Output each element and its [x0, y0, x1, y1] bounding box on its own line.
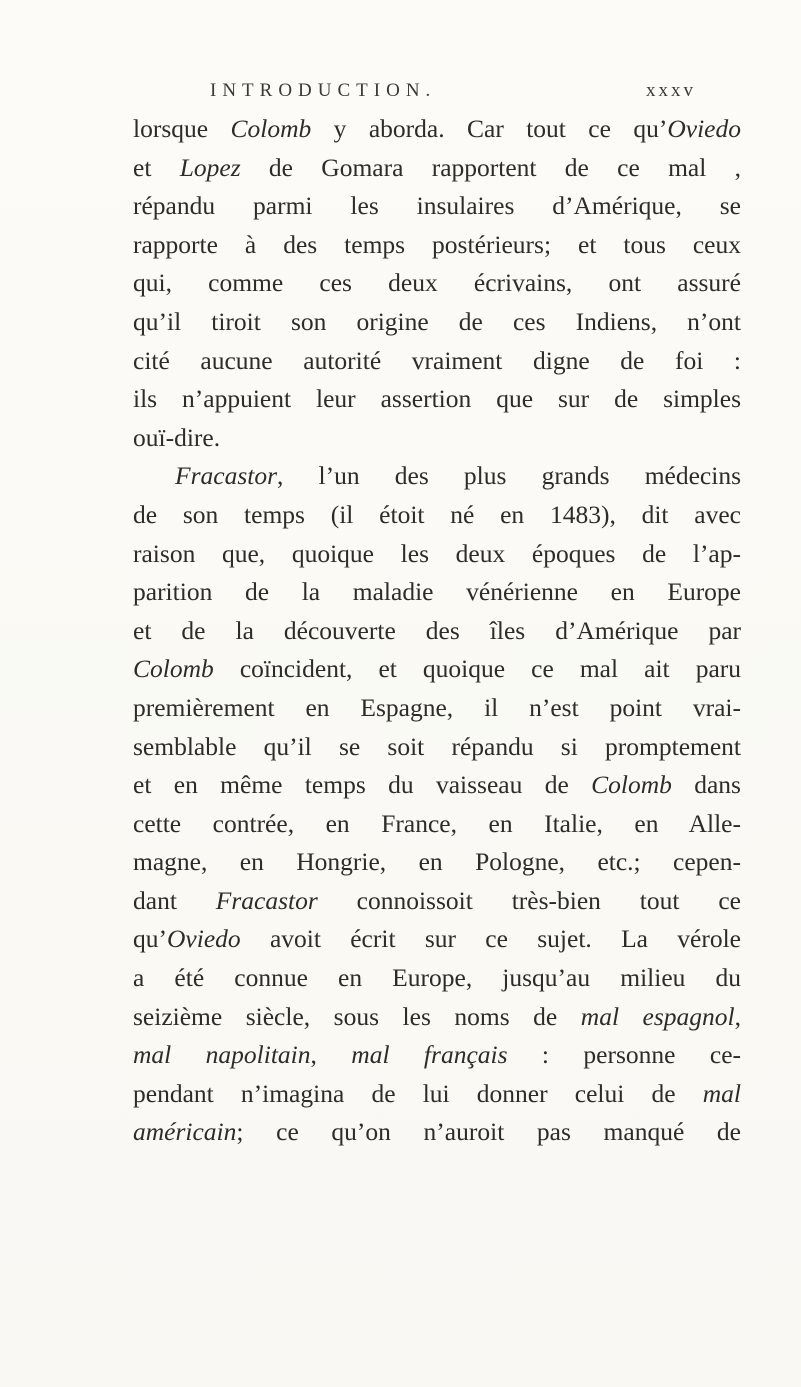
text-segment: ,	[734, 1001, 742, 1031]
text-segment: et de la découverte des îles d’Amérique par	[133, 615, 741, 645]
text-line	[133, 187, 741, 226]
text-line	[133, 380, 741, 419]
italic-segment: Lopez	[179, 152, 241, 182]
text-segment: dans	[671, 770, 741, 800]
italic-segment: Colomb	[230, 114, 312, 143]
text-line	[133, 882, 741, 921]
text-line	[133, 573, 741, 612]
page-number: xxxv	[646, 80, 696, 101]
italic-segment: Colomb	[133, 654, 214, 684]
text-segment: rapporte à des temps postérieurs; et tous ceux	[133, 229, 741, 259]
text-segment: parition de la maladie vénérienne en Europe	[133, 577, 741, 607]
text-line	[133, 959, 741, 998]
italic-segment: mal	[702, 1078, 741, 1108]
text-segment: seizième siècle, sous les noms de	[133, 1001, 581, 1031]
text-segment: qu’	[133, 924, 167, 954]
text-line	[133, 689, 741, 728]
text-segment: magne, en Hongrie, en Pologne, etc.; cepen-	[133, 847, 741, 877]
text-line	[133, 1113, 741, 1152]
text-segment: cette contrée, en France, en Italie, en Alle-	[133, 808, 741, 838]
text-segment: , l’un des plus grands médecins	[277, 461, 741, 491]
text-line	[133, 766, 741, 805]
text-line	[133, 728, 741, 767]
italic-segment: Colomb	[591, 770, 672, 800]
text-line	[133, 342, 741, 381]
text-segment: qui, comme ces deux écrivains, ont assuré	[133, 268, 741, 298]
italic-segment: américain	[133, 1117, 237, 1147]
text-segment: y aborda. Car tout ce qu’	[311, 114, 668, 143]
text-segment: raison que, quoique les deux époques de l’ap-	[133, 538, 741, 568]
text-line	[133, 535, 741, 574]
text-segment: avoit écrit sur ce sujet. La vérole	[240, 924, 741, 954]
text-segment: semblable qu’il se soit répandu si promptement	[133, 731, 741, 761]
text-line	[133, 149, 741, 188]
italic-segment: mal espagnol	[580, 1001, 735, 1031]
italic-segment: mal napolitain	[133, 1040, 311, 1070]
italic-segment: Oviedo	[167, 924, 241, 954]
text-segment: ,	[310, 1040, 352, 1070]
text-segment: dant	[133, 885, 216, 915]
text-line	[133, 920, 741, 959]
text-segment: et en même temps du vaisseau de	[133, 770, 592, 800]
text-segment: : personne ce-	[507, 1040, 742, 1070]
text-line	[133, 419, 741, 458]
running-title: INTRODUCTION.	[210, 80, 437, 101]
text-segment: lorsque	[133, 114, 231, 143]
text-line	[133, 843, 741, 882]
text-line	[133, 264, 741, 303]
text-segment: de son temps (il étoit né en 1483), dit avec	[133, 499, 741, 529]
text-segment: répandu parmi les insulaires d’Amérique, se	[133, 191, 741, 221]
text-segment: premièrement en Espagne, il n’est point vrai-	[133, 692, 741, 722]
text-line	[133, 1075, 741, 1114]
text-line	[133, 457, 741, 496]
text-line	[133, 650, 741, 689]
text-line	[133, 805, 741, 844]
text-segment: cité aucune autorité vraiment digne de foi :	[133, 345, 741, 375]
text-segment: qu’il tiroit son origine de ces Indiens, n’ont	[133, 306, 741, 336]
italic-segment: Oviedo	[667, 114, 741, 143]
italic-segment: Fracastor	[175, 461, 277, 491]
body-text	[133, 110, 741, 1152]
text-segment: ; ce qu’on n’auroit pas manqué de	[236, 1117, 741, 1147]
text-line	[133, 496, 741, 535]
text-segment: connoissoit très-bien tout ce	[317, 885, 741, 915]
text-line	[133, 110, 741, 149]
text-line	[133, 998, 741, 1037]
text-segment: a été connue en Europe, jusqu’au milieu du	[133, 963, 741, 993]
text-line	[133, 612, 741, 651]
text-segment: ouï-dire.	[133, 422, 221, 452]
text-segment: ils n’appuient leur assertion que sur de simples	[133, 384, 741, 414]
text-segment: de Gomara rapportent de ce mal ,	[240, 152, 741, 182]
italic-segment: mal français	[351, 1040, 508, 1070]
text-segment: pendant n’imagina de lui donner celui de	[133, 1078, 703, 1108]
text-segment: coïncident, et quoique ce mal ait paru	[213, 654, 741, 684]
text-line	[133, 226, 741, 265]
text-line	[133, 303, 741, 342]
running-head	[210, 80, 710, 110]
text-segment: et	[133, 152, 180, 182]
text-line	[133, 1036, 741, 1075]
italic-segment: Fracastor	[215, 885, 318, 915]
